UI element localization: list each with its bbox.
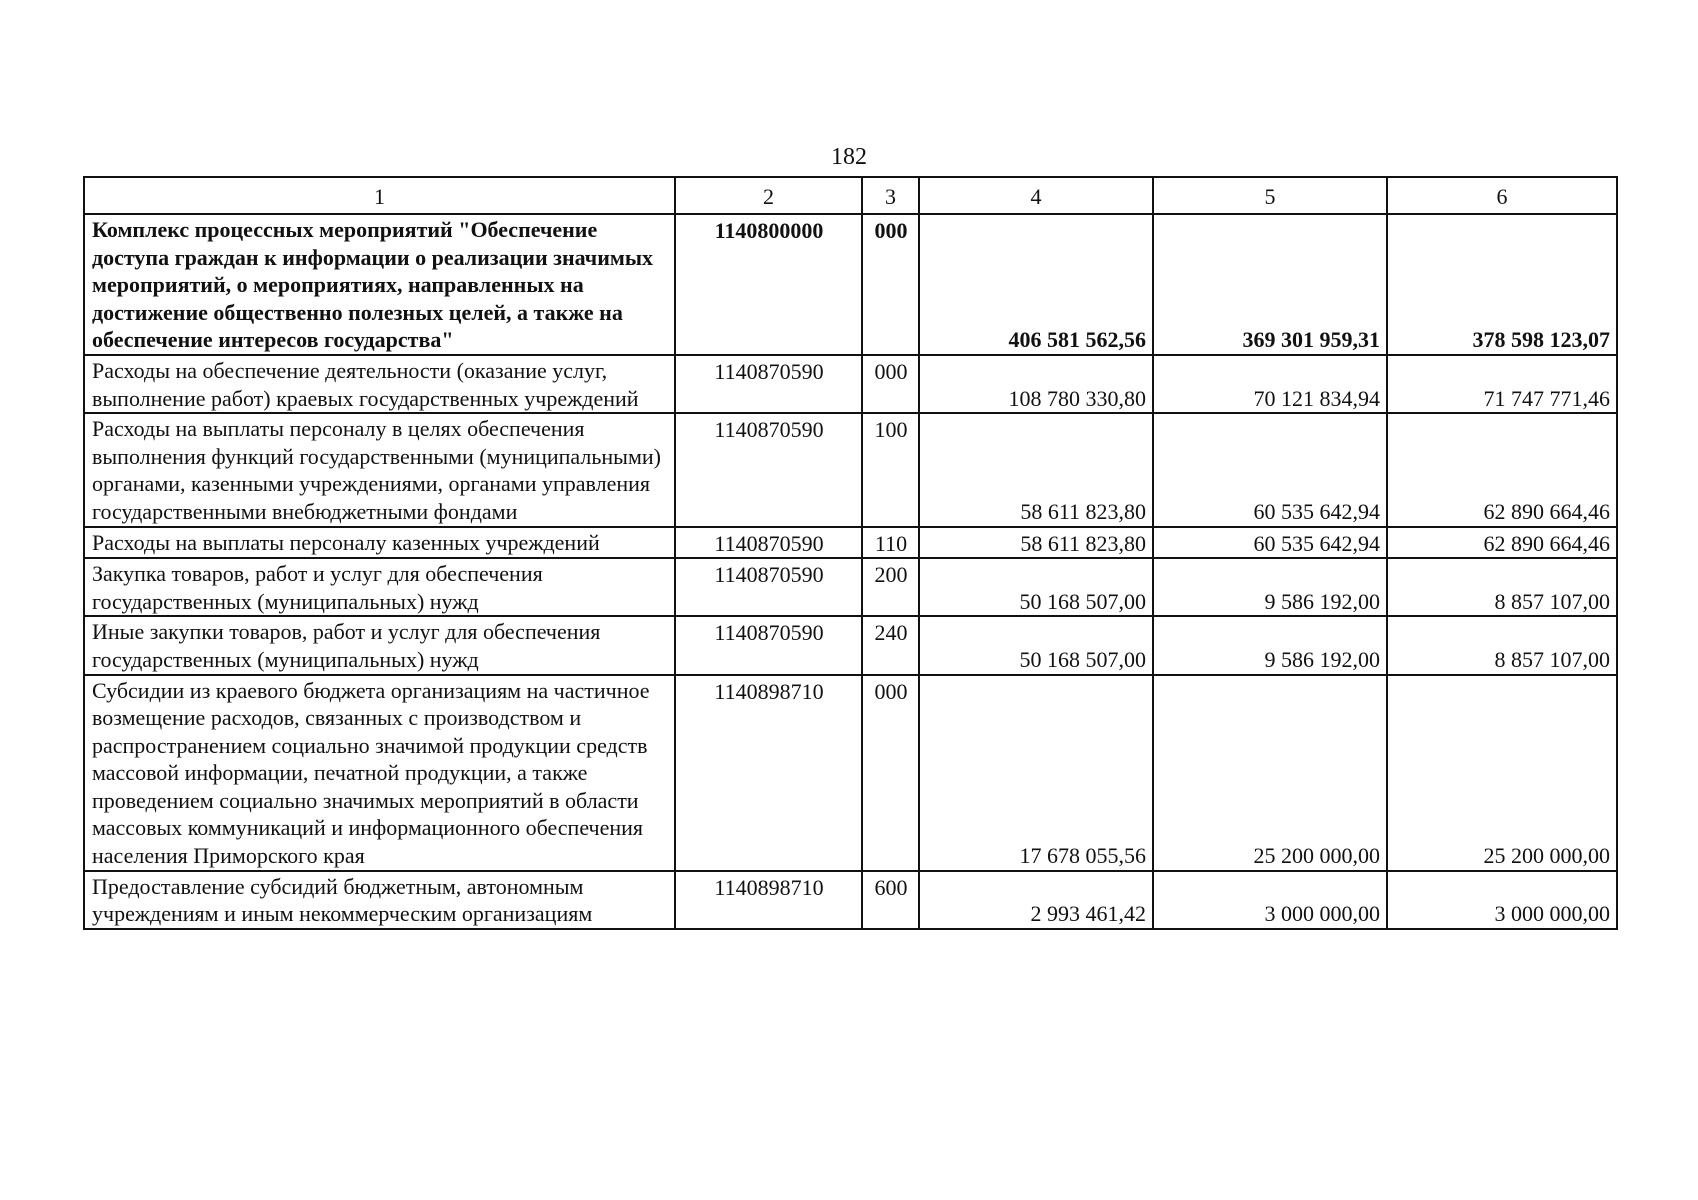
row-target-item-code: 1140870590 (675, 413, 862, 526)
row-name: Расходы на обеспечение деятельности (оказание услуг, выполнение работ) краевых государственных учреждений (84, 355, 675, 413)
row-amount-col5: 9 586 192,00 (1153, 616, 1387, 674)
row-amount-col6: 62 890 664,46 (1387, 527, 1617, 559)
row-name: Иные закупки товаров, работ и услуг для обеспечения государственных (муниципальных) нужд (84, 616, 675, 674)
column-number-1: 1 (84, 177, 675, 214)
table-row (84, 616, 1617, 674)
row-expense-type-code: 000 (862, 214, 919, 355)
column-number-2: 2 (675, 177, 862, 214)
row-target-item-code: 1140870590 (675, 558, 862, 616)
row-expense-type-code: 240 (862, 616, 919, 674)
row-name: Комплекс процессных мероприятий "Обеспечение доступа граждан к информации о реализации значимых мероприятий, о мероприятиях, направленных на достижение общественно полезных целей, а также на обеспечение интересов государства" (84, 214, 675, 355)
row-amount-col5: 25 200 000,00 (1153, 675, 1387, 871)
row-amount-col5: 60 535 642,94 (1153, 413, 1387, 526)
row-amount-col4: 50 168 507,00 (919, 558, 1153, 616)
row-amount-col6: 25 200 000,00 (1387, 675, 1617, 871)
row-target-item-code: 1140898710 (675, 675, 862, 871)
row-target-item-code: 1140800000 (675, 214, 862, 355)
row-name: Субсидии из краевого бюджета организациям на частичное возмещение расходов, связанных с производством и распространением социально значимой продукции средств массовой информации, печатной продукции, а также проведением социально значимых мероприятий в области массовых коммуникаций и информационного обеспечения населения Приморского края (84, 675, 675, 871)
row-name: Расходы на выплаты персоналу в целях обеспечения выполнения функций государственными (муниципальными) органами, казенными учреждениями, органами управления государственными внебюджетными фондами (84, 413, 675, 526)
column-number-6: 6 (1387, 177, 1617, 214)
row-target-item-code: 1140870590 (675, 616, 862, 674)
row-amount-col4: 58 611 823,80 (919, 527, 1153, 559)
row-amount-col4: 17 678 055,56 (919, 675, 1153, 871)
table-row (84, 214, 1617, 355)
column-number-4: 4 (919, 177, 1153, 214)
row-expense-type-code: 100 (862, 413, 919, 526)
row-amount-col4: 58 611 823,80 (919, 413, 1153, 526)
row-name: Расходы на выплаты персоналу казенных учреждений (84, 527, 675, 559)
table-row (84, 558, 1617, 616)
row-amount-col6: 378 598 123,07 (1387, 214, 1617, 355)
row-name: Предоставление субсидий бюджетным, автономным учреждениям и иным некоммерческим организациям (84, 871, 675, 929)
row-name: Закупка товаров, работ и услуг для обеспечения государственных (муниципальных) нужд (84, 558, 675, 616)
row-expense-type-code: 110 (862, 527, 919, 559)
row-expense-type-code: 600 (862, 871, 919, 929)
table-row (84, 527, 1617, 559)
table-row (84, 413, 1617, 526)
row-expense-type-code: 000 (862, 355, 919, 413)
row-target-item-code: 1140898710 (675, 871, 862, 929)
table-row (84, 355, 1617, 413)
row-amount-col5: 3 000 000,00 (1153, 871, 1387, 929)
row-amount-col6: 8 857 107,00 (1387, 558, 1617, 616)
column-number-row (84, 177, 1617, 214)
row-target-item-code: 1140870590 (675, 527, 862, 559)
row-amount-col6: 71 747 771,46 (1387, 355, 1617, 413)
row-amount-col6: 62 890 664,46 (1387, 413, 1617, 526)
row-amount-col5: 70 121 834,94 (1153, 355, 1387, 413)
table-row (84, 871, 1617, 929)
row-expense-type-code: 000 (862, 675, 919, 871)
row-amount-col6: 3 000 000,00 (1387, 871, 1617, 929)
row-amount-col4: 108 780 330,80 (919, 355, 1153, 413)
budget-table (83, 176, 1618, 930)
table-row (84, 675, 1617, 871)
row-amount-col5: 369 301 959,31 (1153, 214, 1387, 355)
column-number-3: 3 (862, 177, 919, 214)
row-amount-col4: 50 168 507,00 (919, 616, 1153, 674)
row-target-item-code: 1140870590 (675, 355, 862, 413)
row-amount-col5: 60 535 642,94 (1153, 527, 1387, 559)
page-number: 182 (831, 144, 867, 170)
row-amount-col5: 9 586 192,00 (1153, 558, 1387, 616)
column-number-5: 5 (1153, 177, 1387, 214)
row-amount-col6: 8 857 107,00 (1387, 616, 1617, 674)
row-expense-type-code: 200 (862, 558, 919, 616)
row-amount-col4: 406 581 562,56 (919, 214, 1153, 355)
row-amount-col4: 2 993 461,42 (919, 871, 1153, 929)
